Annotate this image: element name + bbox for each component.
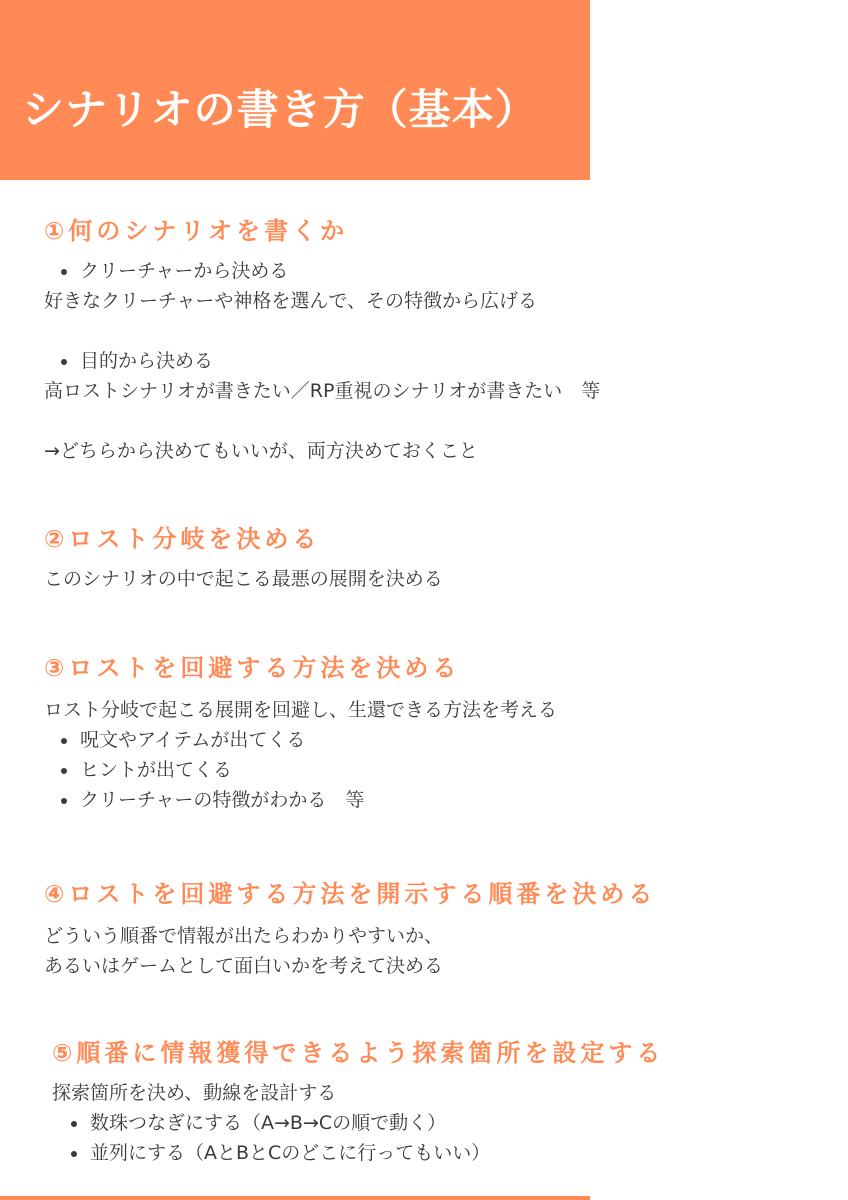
section-3-text-1: ロスト分岐で起こる展開を回避し、生還できる方法を考える xyxy=(44,699,558,721)
section-4-title: ④ロストを回避する方法を開示する順番を決める xyxy=(44,880,657,908)
section-2-text-1: このシナリオの中で起こる最悪の展開を決める xyxy=(44,568,443,590)
section-1-text-2: 高ロストシナリオが書きたい／RP重視のシナリオが書きたい 等 xyxy=(44,380,601,402)
section-3-title: ③ロストを回避する方法を決める xyxy=(44,654,461,682)
section-3-bullet-3: クリーチャーの特徴がわかる 等 xyxy=(54,787,364,813)
section-3-bullet-2: ヒントが出てくる xyxy=(54,757,232,783)
section-4-text-1: どういう順番で情報が出たらわかりやすいか、 xyxy=(44,925,444,947)
header-banner xyxy=(0,0,590,180)
section-1-bullet-1: クリーチャーから決める xyxy=(54,258,288,284)
footer-rule xyxy=(0,1196,590,1200)
section-5-title: ⑤順番に情報獲得できるよう探索箇所を設定する xyxy=(52,1039,665,1067)
section-1-title: ①何のシナリオを書くか xyxy=(44,217,349,245)
section-5-text-1: 探索箇所を決め、動線を設計する xyxy=(52,1082,337,1104)
page-title: シナリオの書き方（基本） xyxy=(22,85,538,134)
section-4-text-2: あるいはゲームとして面白いかを考えて決める xyxy=(44,955,444,977)
section-1-text-3: →どちらから決めてもいいが、両方決めておくこと xyxy=(44,440,478,462)
section-5-bullet-2: 並列にする（AとBとCのどこに行ってもいい） xyxy=(64,1140,490,1166)
section-3-bullet-1: 呪文やアイテムが出てくる xyxy=(54,727,305,753)
section-2-title: ②ロスト分岐を決める xyxy=(44,525,321,553)
section-1-text-1: 好きなクリーチャーや神格を選んで、その特徴から広げる xyxy=(44,290,538,312)
section-5-bullet-1: 数珠つなぎにする（A→B→Cの順で動く） xyxy=(64,1110,446,1136)
section-1-bullet-2: 目的から決める xyxy=(54,348,213,374)
